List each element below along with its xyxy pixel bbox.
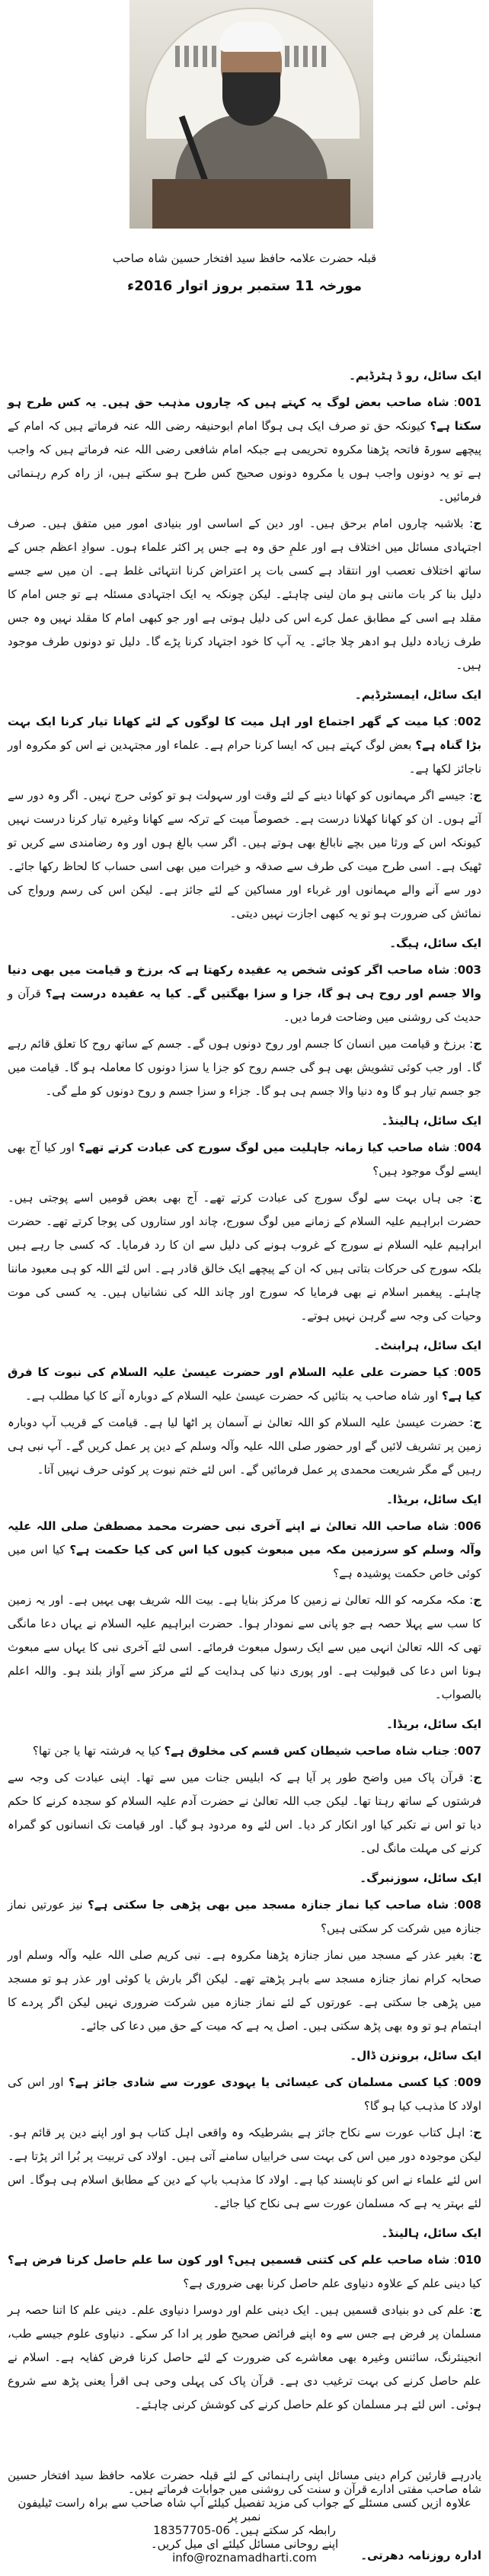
questioner-line: ایک سائل، ایمسٹرڈیم۔ [354,688,481,702]
entry-number: ج [473,1593,481,1607]
questioner-line: ایک سائل، برونزن ڈال۔ [350,2049,481,2062]
questioner-line: ایک سائل، سوزنبرگ۔ [360,1871,481,1885]
question-text: شاہ صاحب اللہ تعالیٰ نے اپنے آخری نبی حضرت محمد مصطفیٰ صلی اللہ علیہ وآلہ وسلم کو سرزمین مکہ میں مبعوث کیوں کیا اس کی کیا حکمت ہے؟ [8,1519,481,1557]
question-block: 010: شاہ صاحب علم کی کتنی قسمیں ہیں؟ اور کون سا علم حاصل کرنا فرض ہے؟ کیا دینی علم کے علاوہ دنیاوی علم حاصل کرنا بھی ضروری ہے؟ [8,2253,481,2290]
answer-block: ج: بلاشبہ چاروں امام برحق ہیں۔ اور دین کے اساسی اور بنیادی امور میں متفق ہیں۔ صرف اجتہادی مسائل میں اختلاف ہے اور علمِ حق وہ ہے جس پر اکثر علماء ہوں۔ سوادِ اعظم جس کے ساتھ اختلاف تعصب اور انتقاد ہے کسی بات پر اعتراض کرنا انتہائی غلط ہے۔ ان میں سے جسے دلیل بنا کر بات ماننی ہو مان لینی چاہئے۔ لیکن چونکہ یہ ایک اجتہادی مسئلہ ہے تو جس امام کا مقلد ہے اسی کے مطابق عمل کرے اس کی دلیل ہوتی ہے اور جو کبھی امام کا مقلد نہیں وہ جس طرف زیادہ دلیل ہو ادھر چلا جائے۔ یہ آپ کا خود اجتہاد کرنا پڑے گا۔ دلیل تو دونوں طرف موجود ہیں۔ [8,517,482,672]
questioner-line: ایک سائل، ہالینڈ۔ [381,1114,481,1128]
question-block: 007: جناب شاہ صاحب شیطان کس قسم کی مخلوق ہے؟ کیا یہ فرشتہ تھا یا جن تھا؟ [32,1744,481,1758]
questioner-line: ایک سائل، رو ڈ ہٹرڈیم۔ [349,369,481,382]
answer-block: ج: جیسے اگر مہمانوں کو کھانا دینے کے لئے وقت اور سہولت ہو تو کوئی حرج نہیں۔ اگر وہ دور سے آئے ہوں۔ ان کو کھانا کھلانا درست ہے۔ خصوصاً میت کے ترکہ سے کھانا وغیرہ تیار کرنا درست نہیں کیونکہ اس کے ورثا میں بچے نابالغ بھی ہوتے ہیں۔ اگر سب بالغ ہوں اور وہ رضامندی سے کریں تو ٹھیک ہے۔ اسی طرح میت کی طرف سے صدقہ و خیرات میں بھی اسی حساب کا لحاظ رکھا جائے۔ دور سے آنے والے مہمانوں اور غرباء اور مساکین کے لئے جائز ہے۔ لیکن اس کی رسم ورواج کی نمائش کی ضرورت ہو تو یہ کبھی اجازت نہیں دیتی۔ [8,789,481,920]
entry-number: ج [473,789,481,802]
question-block: 004: شاہ صاحب کیا زمانہ جاہلیت میں لوگ سورج کی عبادت کرتے تھے؟ اور کیا آج بھی ایسے لوگ موجود ہیں؟ [8,1141,482,1178]
qa-content [8,358,481,2420]
entry-number: 008 [457,1898,481,1912]
answer-text: حضرت عیسیٰ علیہ السلام کو اللہ تعالیٰ نے آسمان پر اٹھا لیا ہے۔ قیامت کے قریب آپ دوبارہ زمین پر تشریف لائیں گے اور حضور صلی اللہ علیہ وآلہ وسلم کے دین پر عمل کریں گے۔ آپ نبی ہی رہیں گے مگر شریعت محمدی پر عمل فرمائیں گے۔ اس لئے ختم نبوت پر کوئی حرف نہیں آتا۔ [8,1416,481,1477]
question-block: 008: شاہ صاحب کیا نماز جنازہ مسجد میں بھی پڑھی جا سکتی ہے؟ نیز عورتیں نماز جنازہ میں شرکت کر سکتی ہیں؟ [8,1898,481,1935]
answer-text: کیا یہ فرشتہ تھا یا جن تھا؟ [32,1744,161,1758]
question-text: کیا میت کے گھر اجتماع اور اہل میت کا لوگوں کے لئے کھانا تیار کرنا ایک بہت بڑا گناہ ہے؟ [8,715,481,752]
scholar-photo [129,0,373,229]
entry-number: 009 [457,2075,482,2089]
questioner-line: ایک سائل، بریڈا۔ [386,1717,481,1731]
answer-text: کیونکہ حق تو صرف ایک ہی ہوگا امام ابوحنیفہ رضی اللہ عنہ فرماتے ہیں کہ امام کے پیچھے سورۃ فاتحہ پڑھنا مکروہ تحریمی ہے جبکہ امام شافعی رضی اللہ عنہ فرماتے ہیں کہ واجب ہے تو یہ دونوں واجب ہوں یا مکروہ دونوں صحیح کس طرح ہو سکتے ہیں، از راہ کرم رہنمائی فرمائیں۔ [8,419,481,504]
entry-number: ج [473,1416,481,1429]
answer-text: اور اس کی اولاد کا مذہب کیا ہو گا؟ [8,2075,481,2113]
answer-text: مکہ مکرمہ کو اللہ تعالیٰ نے زمین کا مرکز بنایا ہے۔ بیت اللہ شریف بھی یہیں ہے۔ اور یہ زمین کا سب سے پہلا حصہ ہے جو پانی سے نمودار ہوا۔ حضرت ابراہیم علیہ السلام نے یہاں دعا مانگی تھی کہ اللہ تعالیٰ انہی میں سے ایک رسول مبعوث فرمائے۔ اسی لئے آخری نبی کا یہاں سے مبعوث ہونا اس دعا کی قبولیت ہے۔ اور پوری دنیا کی ہدایت کے لئے مرکز سے آواز بلند ہو۔ واللہ اعلم بالصواب۔ [8,1593,481,1701]
answer-text: اہل کتاب عورت سے نکاح جائز ہے بشرطیکہ وہ واقعی اہل کتاب ہو اور اپنے دین پر قائم ہو۔ لیکن موجودہ دور میں اس کی بہت سی خرابیاں سامنے آتی ہیں۔ اولاد کی تربیت پر بُرا اثر پڑتا ہے۔ اس لئے علماء نے اس کو ناپسند کیا ہے۔ اولاد کا مذہب باپ کے دین کے مطابق اسلام ہی ہوگا۔ اس لئے بہتر یہ ہے کہ مسلمان عورت سے ہی نکاح کیا جائے۔ [8,2126,481,2210]
questioner-line: ایک سائل، ہیگ۔ [389,936,481,950]
question-text: شاہ صاحب بعض لوگ یہ کہتے ہیں کہ چاروں مذہب حق ہیں۔ یہ کس طرح ہو سکتا ہے؟ [8,395,481,433]
entry-number: 002 [457,715,482,728]
answer-block: ج: علم کی دو بنیادی قسمیں ہیں۔ ایک دینی علم اور دوسرا دنیاوی علم۔ دینی علم کا اتنا حصہ ہر مسلمان پر فرض ہے جس سے وہ اپنے فرائض صحیح طور پر ادا کر سکے۔ دنیاوی علوم جیسے طب، انجینئرنگ، سائنس وغیرہ بھی معاشرے کی ضرورت کے لئے حاصل کرنا فرض کفایہ ہے۔ اسلام نے علم حاصل کرنے کی بہت ترغیب دی ہے۔ قرآن پاک کی پہلی وحی ہی اقرأ یعنی پڑھ سے شروع ہوئی۔ اس لئے ہر مسلمان کو علم حاصل کرنے کی کوشش کرنی چاہئے۔ [8,2303,481,2411]
question-block: 005: کیا حضرت علی علیہ السلام اور حضرت عیسیٰ علیہ السلام کی نبوت کا فرق کیا ہے؟ اور شاہ صاحب یہ بتائیں کہ حضرت عیسیٰ علیہ السلام کے دوبارہ آنے کا کیا مطلب ہے۔ [8,1365,481,1403]
question-block: 006: شاہ صاحب اللہ تعالیٰ نے اپنے آخری نبی حضرت محمد مصطفیٰ صلی اللہ علیہ وآلہ وسلم کو سرزمین مکہ میں مبعوث کیوں کیا اس کی کیا حکمت ہے؟ کیا اس میں کوئی خاص حکمت پوشیدہ ہے؟ [8,1519,481,1580]
question-text: کیا کسی مسلمان کی عیسائی یا یہودی عورت سے شادی جائز ہے؟ [69,2075,449,2089]
answer-text: بعض لوگ کہتے ہیں کہ ایسا کرنا حرام ہے۔ علماء اور مجتہدین نے اس کو مکروہ اور ناجائز لکھا ہے۔ [8,738,481,776]
entry-number: ج [473,1771,481,1784]
question-text: شاہ صاحب کیا نماز جنازہ مسجد میں بھی پڑھی جا سکتی ہے؟ [88,1898,449,1912]
footer-phone: رابطہ کر سکتے ہیں۔ 06-18357705 [153,2523,336,2537]
answer-text: علم کی دو بنیادی قسمیں ہیں۔ ایک دینی علم اور دوسرا دنیاوی علم۔ دینی علم کا اتنا حصہ ہر مسلمان پر فرض ہے جس سے وہ اپنے فرائض صحیح طور پر ادا کر سکے۔ دنیاوی علوم جیسے طب، انجینئرنگ، سائنس وغیرہ بھی معاشرے کی ضرورت کے لئے حاصل کرنا فرض کفایہ ہے۔ اسلام نے علم حاصل کرنے کی بہت ترغیب دی ہے۔ قرآن پاک کی پہلی وحی ہی اقرأ یعنی پڑھ سے شروع ہوئی۔ اس لئے ہر مسلمان کو علم حاصل کرنے کی کوشش کرنی چاہئے۔ [8,2303,481,2411]
question-text: شاہ صاحب کیا زمانہ جاہلیت میں لوگ سورج کی عبادت کرتے تھے؟ [78,1141,450,1154]
footer-phone-note: علاوہ ازیں کسی مسئلے کے جواب کی مزید تفصیل کیلئے آپ شاہ صاحب سے براہ راست ٹیلیفون نمبر پر [18,2496,471,2523]
entry-number: 010 [457,2253,481,2267]
article-date: مورخہ 11 ستمبر بروز اتوار 2016ء [127,278,362,294]
questioner-line: ایک سائل، ہرابنٹ۔ [373,1339,481,1352]
answer-text: قرآن و حدیث کی روشنی میں وضاحت فرما دیں۔ [8,987,481,1024]
questioner-line: ایک سائل، ہالینڈ۔ [381,2226,481,2240]
footer-email-note: اپنے روحانی مسائل کیلئے ای میل کریں۔ [150,2537,339,2551]
question-text: جناب شاہ صاحب شیطان کس قسم کی مخلوق ہے؟ [164,1744,450,1758]
answer-block: ج: حضرت عیسیٰ علیہ السلام کو اللہ تعالیٰ نے آسمان پر اٹھا لیا ہے۔ قیامت کے قریب آپ دوبارہ زمین پر تشریف لائیں گے اور حضور صلی اللہ علیہ وآلہ وسلم کے دین پر عمل کریں گے۔ آپ نبی ہی رہیں گے مگر شریعت محمدی پر عمل فرمائیں گے۔ اس لئے ختم نبوت پر کوئی حرف نہیں آتا۔ [8,1416,481,1477]
entry-number: ج [473,517,482,530]
footer-note: یادرہے قارئین کرام دینی مسائل اپنی راہنمائی کے لئے قبلہ حضرت علامہ حافظ سید افتخار حسین شاہ صاحب مفتی ادارے قرآن و سنت کی روشنی میں جوابات فرماتے ہیں۔ [8,2469,481,2496]
entry-number: ج [473,1191,482,1205]
answer-text: کیا اس میں کوئی خاص حکمت پوشیدہ ہے؟ [8,1543,481,1580]
answer-text: جیسے اگر مہمانوں کو کھانا دینے کے لئے وقت اور سہولت ہو تو کوئی حرج نہیں۔ اگر وہ دور سے آئے ہوں۔ ان کو کھانا کھلانا درست ہے۔ خصوصاً میت کے ترکہ سے کھانا وغیرہ تیار کرنا درست نہیں کیونکہ اس کے ورثا میں بچے نابالغ بھی ہوتے ہیں۔ اگر سب بالغ ہوں اور وہ رضامندی سے کریں تو ٹھیک ہے۔ اسی طرح میت کی طرف سے صدقہ و خیرات میں بھی اسی حساب کا لحاظ رکھا جائے۔ دور سے آنے والے مہمانوں اور غرباء اور مساکین کے لئے جائز ہے۔ لیکن اس کی رسم ورواج کی نمائش کی ضرورت ہو تو یہ کبھی اجازت نہیں دیتی۔ [8,789,481,920]
answer-text: اور کیا آج بھی ایسے لوگ موجود ہیں؟ [8,1141,481,1178]
answer-block: ج: اہل کتاب عورت سے نکاح جائز ہے بشرطیکہ وہ واقعی اہل کتاب ہو اور اپنے دین پر قائم ہو۔ لیکن موجودہ دور میں اس کی بہت سی خرابیاں سامنے آتی ہیں۔ اولاد کی تربیت پر بُرا اثر پڑتا ہے۔ اس لئے علماء نے اس کو ناپسند کیا ہے۔ اولاد کا مذہب باپ کے دین کے مطابق اسلام ہی ہوگا۔ اس لئے بہتر یہ ہے کہ مسلمان عورت سے ہی نکاح کیا جائے۔ [8,2126,481,2210]
entry-number: ج [473,2303,481,2317]
answer-text: برزخ و قیامت میں انسان کا جسم اور روح دونوں ہوں گے۔ جسم کے ساتھ روح کا تعلق قائم رہے گا۔ اور جب کوئی تشویش بھی ہو گی جسم روح کو جزا یا سزا دونوں کا معاملہ ہو گا۔ قیامت میں جو جسم تیار ہو گا وہ دنیا والا جسم ہی ہو گا۔ جزاء و سزا جسم و روح دونوں کو ملے گی۔ [8,1037,481,1098]
photo-caption: قبلہ حضرت علامہ حافظ سید افتخار حسین شاہ صاحب [112,251,377,265]
question-block: 001: شاہ صاحب بعض لوگ یہ کہتے ہیں کہ چاروں مذہب حق ہیں۔ یہ کس طرح ہو سکتا ہے؟ کیونکہ حق تو صرف ایک ہی ہوگا امام ابوحنیفہ رضی اللہ عنہ فرماتے ہیں کہ امام کے پیچھے سورۃ فاتحہ پڑھنا مکروہ تحریمی ہے جبکہ امام شافعی رضی اللہ عنہ فرماتے ہیں کہ واجب ہے تو یہ دونوں واجب ہوں یا مکروہ دونوں صحیح کس طرح ہو سکتے ہیں، از راہ کرم رہنمائی فرمائیں۔ [8,395,482,504]
entry-number: ج [473,1037,481,1051]
entry-number: 004 [457,1141,482,1154]
answer-block: ج: برزخ و قیامت میں انسان کا جسم اور روح دونوں ہوں گے۔ جسم کے ساتھ روح کا تعلق قائم رہے گا۔ اور جب کوئی تشویش بھی ہو گی جسم روح کو جزا یا سزا دونوں کا معاملہ ہو گا۔ قیامت میں جو جسم تیار ہو گا وہ دنیا والا جسم ہی ہو گا۔ جزاء و سزا جسم و روح دونوں کو ملے گی۔ [8,1037,481,1098]
entry-number: ج [473,2126,481,2139]
answer-text: بلاشبہ چاروں امام برحق ہیں۔ اور دین کے اساسی اور بنیادی امور میں متفق ہیں۔ صرف اجتہادی مسائل میں اختلاف ہے اور علمِ حق وہ ہے جس پر اکثر علماء ہوں۔ سوادِ اعظم جس کے ساتھ اختلاف تعصب اور انتقاد ہے کسی بات پر اعتراض کرنا انتہائی غلط ہے۔ ان میں سے جسے دلیل بنا کر بات ماننی ہو مان لینی چاہئے۔ لیکن چونکہ یہ ایک اجتہادی مسئلہ ہے تو جس امام کا مقلد ہے اسی کے مطابق عمل کرے اس کی دلیل ہوتی ہے اور جو کبھی امام کا مقلد نہیں وہ جس طرف زیادہ دلیل ہو ادھر چلا جائے۔ یہ آپ کا خود اجتہاد کرنا پڑے گا۔ دلیل تو دونوں طرف موجود ہیں۔ [8,517,481,672]
answer-text: قرآن پاک میں واضح طور پر آیا ہے کہ ابلیس جنات میں سے تھا۔ اپنی عبادت کی وجہ سے فرشتوں کے ساتھ رہتا تھا۔ لیکن جب اللہ تعالیٰ نے حضرت آدم علیہ السلام کو سجدہ کرنے کا حکم دیا تو اس نے تکبر کیا اور انکار کر دیا۔ اس لئے وہ مردود ہو گیا۔ اور قیامت تک انسانوں کو گمراہ کرنے کی مہلت مانگ لی۔ [8,1771,481,1855]
entry-number: 007 [457,1744,481,1758]
question-text: کیا حضرت علی علیہ السلام اور حضرت عیسیٰ علیہ السلام کی نبوت کا فرق کیا ہے؟ [8,1365,481,1403]
answer-text: بغیر عذر کے مسجد میں نماز جنازہ پڑھنا مکروہ ہے۔ نبی کریم صلی اللہ علیہ وآلہ وسلم اور صحابہ کرام نماز جنازہ مسجد سے باہر پڑھتے تھے۔ لیکن اگر بارش یا کوئی اور عذر ہو تو مسجد میں پڑھی جا سکتی ہے۔ عورتوں کے لئے نماز جنازہ میں شرکت ضروری نہیں لیکن اگر پردے کا اہتمام ہو تو وہ بھی پڑھ سکتی ہیں۔ اصل یہ ہے کہ میت کے حق میں دعا کی جائے۔ [8,1948,481,2033]
entry-number: 005 [457,1365,481,1379]
footer-signature: ادارہ روزنامہ دھرتی۔ [360,2549,481,2562]
question-block: 009: کیا کسی مسلمان کی عیسائی یا یہودی عورت سے شادی جائز ہے؟ اور اس کی اولاد کا مذہب کیا ہو گا؟ [8,2075,482,2113]
questioner-line: ایک سائل، بریڈا۔ [386,1493,481,1506]
question-text: شاہ صاحب اگر کوئی شخص یہ عقیدہ رکھتا ہے کہ برزخ و قیامت میں بھی دنیا والا جسم اور روح ہی ہو گا، جزا و سزا بھگتیں گے۔ کیا یہ عقیدہ درست ہے؟ [8,963,481,1000]
entry-number: 006 [457,1519,481,1533]
entry-number: 001 [457,395,482,409]
entry-number: ج [473,1948,481,1962]
answer-text: اور شاہ صاحب یہ بتائیں کہ حضرت عیسیٰ علیہ السلام کے دوبارہ آنے کا کیا مطلب ہے۔ [25,1389,439,1403]
question-block: 003: شاہ صاحب اگر کوئی شخص یہ عقیدہ رکھتا ہے کہ برزخ و قیامت میں بھی دنیا والا جسم اور روح ہی ہو گا، جزا و سزا بھگتیں گے۔ کیا یہ عقیدہ درست ہے؟ قرآن و حدیث کی روشنی میں وضاحت فرما دیں۔ [8,963,481,1024]
entry-number: 003 [457,963,481,977]
answer-text: نیز عورتیں نماز جنازہ میں شرکت کر سکتی ہیں؟ [8,1898,481,1935]
question-text: شاہ صاحب علم کی کتنی قسمیں ہیں؟ اور کون سا علم حاصل کرنا فرض ہے؟ [8,2253,450,2267]
answer-block: ج: مکہ مکرمہ کو اللہ تعالیٰ نے زمین کا مرکز بنایا ہے۔ بیت اللہ شریف بھی یہیں ہے۔ اور یہ زمین کا سب سے پہلا حصہ ہے جو پانی سے نمودار ہوا۔ حضرت ابراہیم علیہ السلام نے یہاں دعا مانگی تھی کہ اللہ تعالیٰ انہی میں سے ایک رسول مبعوث فرمائے۔ اسی لئے آخری نبی کا یہاں سے مبعوث ہونا اس دعا کی قبولیت ہے۔ اور پوری دنیا کی ہدایت کے لئے مرکز سے آواز بلند ہو۔ واللہ اعلم بالصواب۔ [8,1593,481,1701]
answer-block: ج: جی ہاں بہت سے لوگ سورج کی عبادت کرتے تھے۔ آج بھی بعض قومیں اسے پوجتی ہیں۔ حضرت ابراہیم علیہ السلام کے زمانے میں لوگ سورج، چاند اور ستاروں کی پوجا کرتے تھے۔ حضرت ابراہیم علیہ السلام نے سورج کے غروب ہونے کی دلیل سے ان کا رد فرمایا۔ کہ کسی جا رہے ہیں بلکہ سورج کی حرکات بتاتی ہیں کہ ان کے پیچھے ایک خالق قادر ہے۔ اس لئے اللہ کو ہی معبود ماننا چاہئے۔ پیغمبر اسلام نے بھی فرمایا کہ سورج اور چاند اللہ کی نشانیاں ہیں۔ یہ کسی کی موت وحیات کی وجہ سے گرہن نہیں ہوتے۔ [8,1191,482,1323]
answer-block: ج: قرآن پاک میں واضح طور پر آیا ہے کہ ابلیس جنات میں سے تھا۔ اپنی عبادت کی وجہ سے فرشتوں کے ساتھ رہتا تھا۔ لیکن جب اللہ تعالیٰ نے حضرت آدم علیہ السلام کو سجدہ کرنے کا حکم دیا تو اس نے تکبر کیا اور انکار کر دیا۔ اس لئے وہ مردود ہو گیا۔ اور قیامت تک انسانوں کو گمراہ کرنے کی مہلت مانگ لی۔ [8,1771,481,1855]
answer-text: جی ہاں بہت سے لوگ سورج کی عبادت کرتے تھے۔ آج بھی بعض قومیں اسے پوجتی ہیں۔ حضرت ابراہیم علیہ السلام کے زمانے میں لوگ سورج، چاند اور ستاروں کی پوجا کرتے تھے۔ حضرت ابراہیم علیہ السلام نے سورج کے غروب ہونے کی دلیل سے ان کا رد فرمایا۔ کہ کسی جا رہے ہیں بلکہ سورج کی حرکات بتاتی ہیں کہ ان کے پیچھے ایک خالق قادر ہے۔ اس لئے اللہ کو ہی معبود ماننا چاہئے۔ پیغمبر اسلام نے بھی فرمایا کہ سورج اور چاند اللہ کی نشانیاں ہیں۔ یہ کسی کی موت وحیات کی وجہ سے گرہن نہیں ہوتے۔ [8,1191,481,1323]
answer-block: ج: بغیر عذر کے مسجد میں نماز جنازہ پڑھنا مکروہ ہے۔ نبی کریم صلی اللہ علیہ وآلہ وسلم اور صحابہ کرام نماز جنازہ مسجد سے باہر پڑھتے تھے۔ لیکن اگر بارش یا کوئی اور عذر ہو تو مسجد میں پڑھی جا سکتی ہے۔ عورتوں کے لئے نماز جنازہ میں شرکت ضروری نہیں لیکن اگر پردے کا اہتمام ہو تو وہ بھی پڑھ سکتی ہیں۔ اصل یہ ہے کہ میت کے حق میں دعا کی جائے۔ [8,1948,481,2033]
answer-text: کیا دینی علم کے علاوہ دنیاوی علم حاصل کرنا بھی ضروری ہے؟ [183,2277,481,2290]
question-block: 002: کیا میت کے گھر اجتماع اور اہل میت کا لوگوں کے لئے کھانا تیار کرنا ایک بہت بڑا گناہ ہے؟ بعض لوگ کہتے ہیں کہ ایسا کرنا حرام ہے۔ علماء اور مجتہدین نے اس کو مکروہ اور ناجائز لکھا ہے۔ [8,715,482,776]
footer-email[interactable]: info@roznamadharti.com [172,2551,317,2565]
